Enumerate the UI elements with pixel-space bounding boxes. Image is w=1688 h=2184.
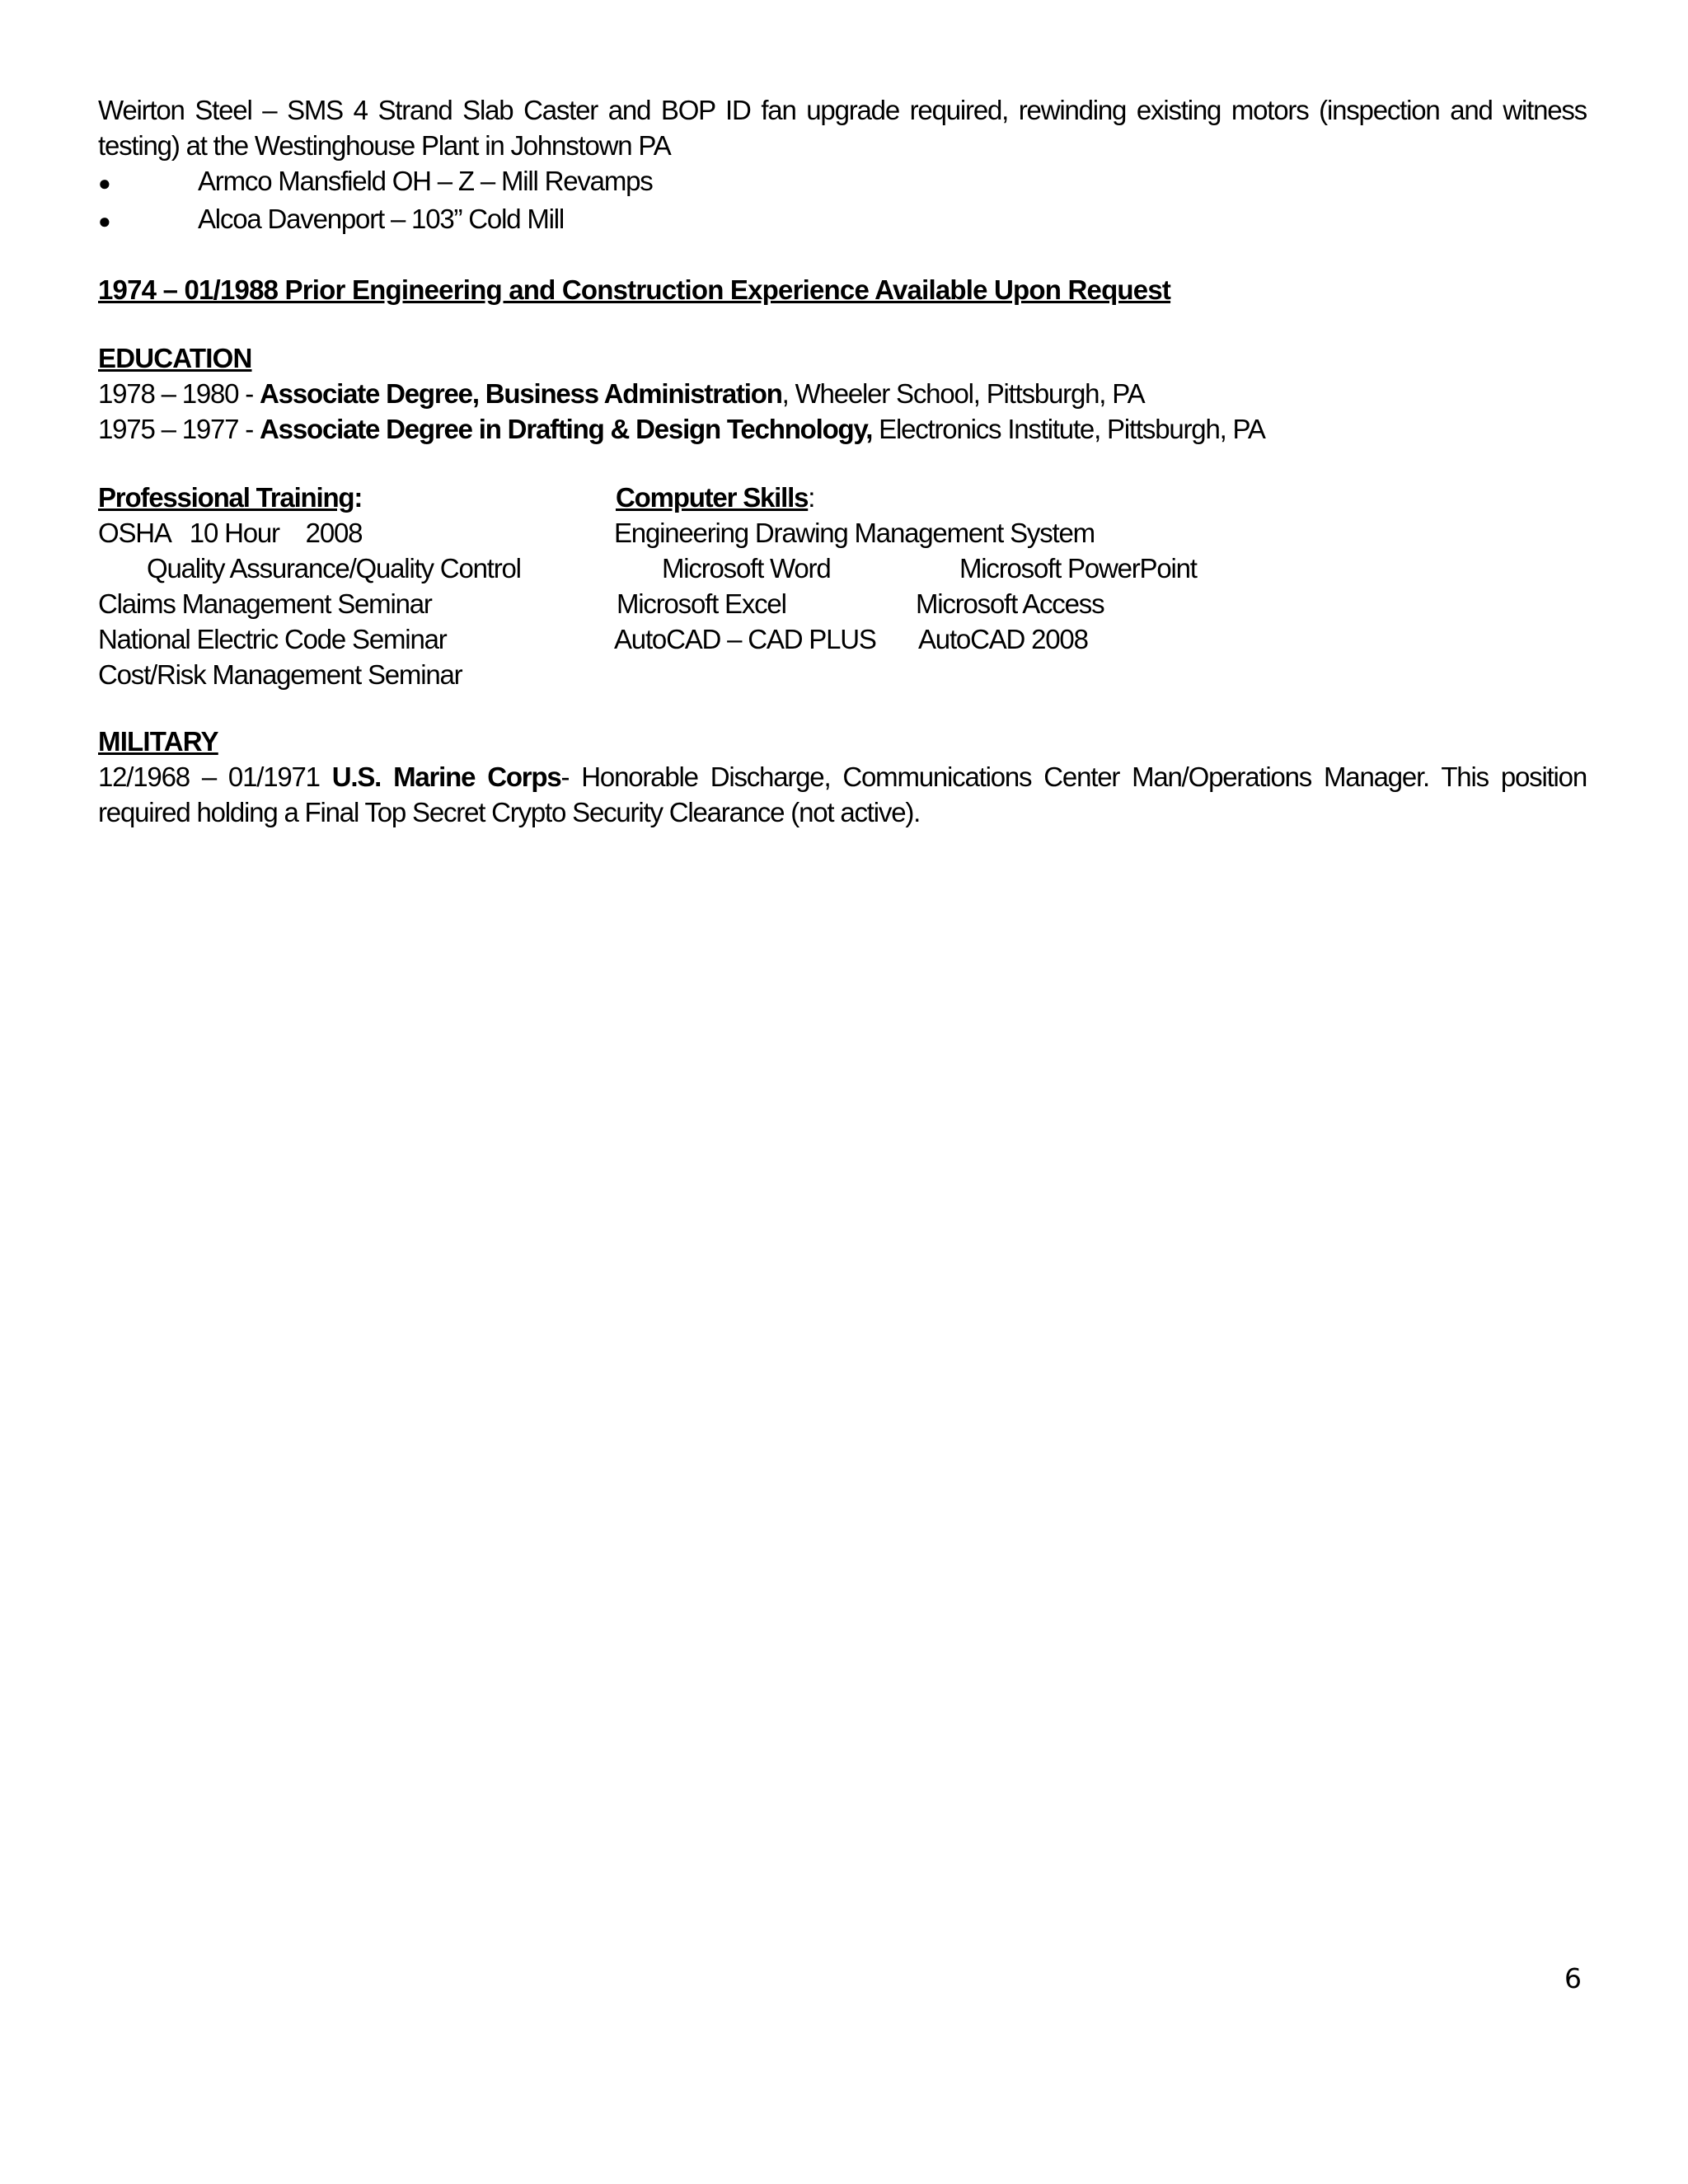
list-item (98, 163, 1587, 201)
skills-heading-row (98, 480, 1587, 515)
education-school: , Wheeler School, Pittsburgh, PA (781, 378, 1145, 409)
training-item: Quality Assurance/Quality Control (147, 553, 521, 583)
skill-item: Microsoft PowerPoint (959, 553, 1197, 583)
education-years: 1978 – 1980 - (98, 378, 260, 409)
skill-item: Microsoft Access (916, 588, 1104, 619)
skills-row (98, 586, 1587, 621)
list-item (98, 201, 1587, 239)
military-dates: 12/1968 – 01/1971 (98, 762, 332, 792)
education-degree: Associate Degree, Business Administration (260, 378, 782, 409)
education-entry (98, 411, 1587, 447)
bullet-icon: ● (98, 171, 110, 195)
computer-skills-heading: Computer Skills: (616, 482, 815, 513)
bullet-text: Armco Mansfield OH – Z – Mill Revamps (198, 166, 653, 196)
resume-page (98, 92, 1587, 830)
skills-row (98, 657, 1587, 692)
education-heading: EDUCATION (98, 343, 252, 373)
page-number: 6 (1564, 1962, 1582, 1994)
prior-experience-heading: 1974 – 01/1988 Prior Engineering and Construction Experience Available Upon Request (98, 274, 1171, 305)
skill-item: Microsoft Excel (617, 588, 786, 619)
education-school: Electronics Institute, Pittsburgh, PA (872, 414, 1265, 444)
education-entry (98, 376, 1587, 411)
skill-item: AutoCAD 2008 (918, 624, 1088, 654)
skills-row (98, 551, 1587, 586)
military-heading: MILITARY (98, 726, 218, 757)
military-description: - Honorable Discharge, Communications Center Man/Operations Manager. This position required holding a Final Top Secret Crypto Security Clearance (not active). (98, 762, 1587, 827)
skill-item: Microsoft Word (662, 553, 831, 583)
skill-item: AutoCAD – CAD PLUS (614, 624, 876, 654)
training-item: National Electric Code Seminar (98, 624, 447, 654)
military-entry (98, 759, 1587, 830)
training-item: Cost/Risk Management Seminar (98, 659, 462, 690)
bullet-icon: ● (98, 209, 110, 233)
training-item: OSHA 10 Hour 2008 (98, 518, 363, 548)
intro-paragraph: Weirton Steel – SMS 4 Strand Slab Caster and BOP ID fan upgrade required, rewinding existing motors (inspection and witness testing) at the Westinghouse Plant in Johnstown PA (98, 95, 1587, 161)
skill-item: Engineering Drawing Management System (614, 518, 1095, 548)
military-branch: U.S. Marine Corps (331, 762, 561, 792)
bullet-text: Alcoa Davenport – 103” Cold Mill (198, 204, 564, 234)
skills-row (98, 621, 1587, 657)
skills-row (98, 515, 1587, 551)
training-item: Claims Management Seminar (98, 588, 432, 619)
training-heading: Professional Training: (98, 482, 363, 513)
education-years: 1975 – 1977 - (98, 414, 260, 444)
education-degree: Associate Degree in Drafting & Design Technology, (260, 414, 873, 444)
